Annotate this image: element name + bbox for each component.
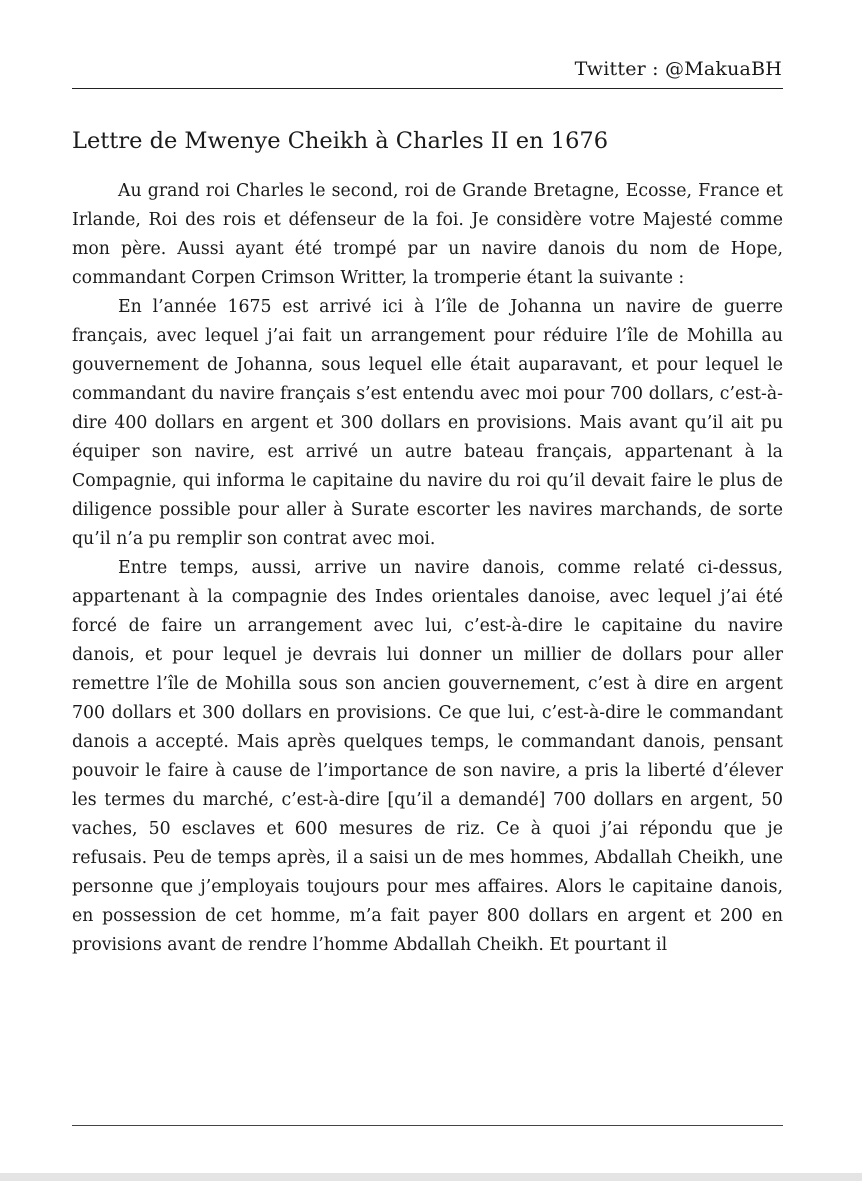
paragraph-1: Au grand roi Charles le second, roi de Grande Bretagne, Ecosse, France et Irlande, Roi des rois et défenseur de la foi. Je considère votre Majesté comme mon père. Aussi ayant été trompé par un navire danois du nom de Hope, commandant Corpen Crimson Writter, la tromperie étant la suivante : xyxy=(72,181,783,288)
section-title: Lettre de Mwenye Cheikh à Charles II en 1676 xyxy=(72,128,609,154)
paragraph-3: Entre temps, aussi, arrive un navire danois, comme relaté ci-dessus, appartenant à la compagnie des Indes orientales danoise, avec lequel j’ai été forcé de faire un arrangement avec lui, c’est-à-dire le capitaine du navire danois, et pour lequel je devrais lui donner un millier de dollars pour aller remettre l’île de Mohilla sous son ancien gouvernement, c’est à dire en argent 700 dollars et 300 dollars en provisions. Ce que lui, c’est-à-dire le commandant danois a accepté. Mais après quelques temps, le commandant danois, pensant pouvoir le faire à cause de l’importance de son navire, a pris la liberté d’élever les termes du marché, c’est-à-dire [qu’il a demandé] 700 dollars en argent, 50 vaches, 50 esclaves et 600 mesures de riz. Ce à quoi j’ai répondu que je refusais. Peu de temps après, il a saisi un de mes hommes, Abdallah Cheikh, une personne que j’employais toujours pour mes affaires. Alors le capitaine danois, en possession de cet homme, m’a fait payer 800 dollars en argent et 200 en provisions avant de rendre l’homme Abdallah Cheikh. Et pourtant il xyxy=(72,558,783,955)
page-header-twitter-handle: Twitter : @MakuaBH xyxy=(574,58,782,80)
letter-body xyxy=(72,177,783,960)
header-divider xyxy=(72,88,783,89)
paragraph-2: En l’année 1675 est arrivé ici à l’île de Johanna un navire de guerre français, avec lequel j’ai fait un arrangement pour réduire l’île de Mohilla au gouvernement de Johanna, sous lequel elle était auparavant, et pour lequel le commandant du navire français s’est entendu avec moi pour 700 dollars, c’est-à-dire 400 dollars en argent et 300 dollars en provisions. Mais avant qu’il ait pu équiper son navire, est arrivé un autre bateau français, appartenant à la Compagnie, qui informa le capitaine du navire du roi qu’il devait faire le plus de diligence possible pour aller à Surate escorter les navires marchands, de sorte qu’il n’a pu remplir son contrat avec moi. xyxy=(72,297,783,549)
page-bottom-edge xyxy=(0,1173,862,1181)
footer-divider xyxy=(72,1125,783,1126)
